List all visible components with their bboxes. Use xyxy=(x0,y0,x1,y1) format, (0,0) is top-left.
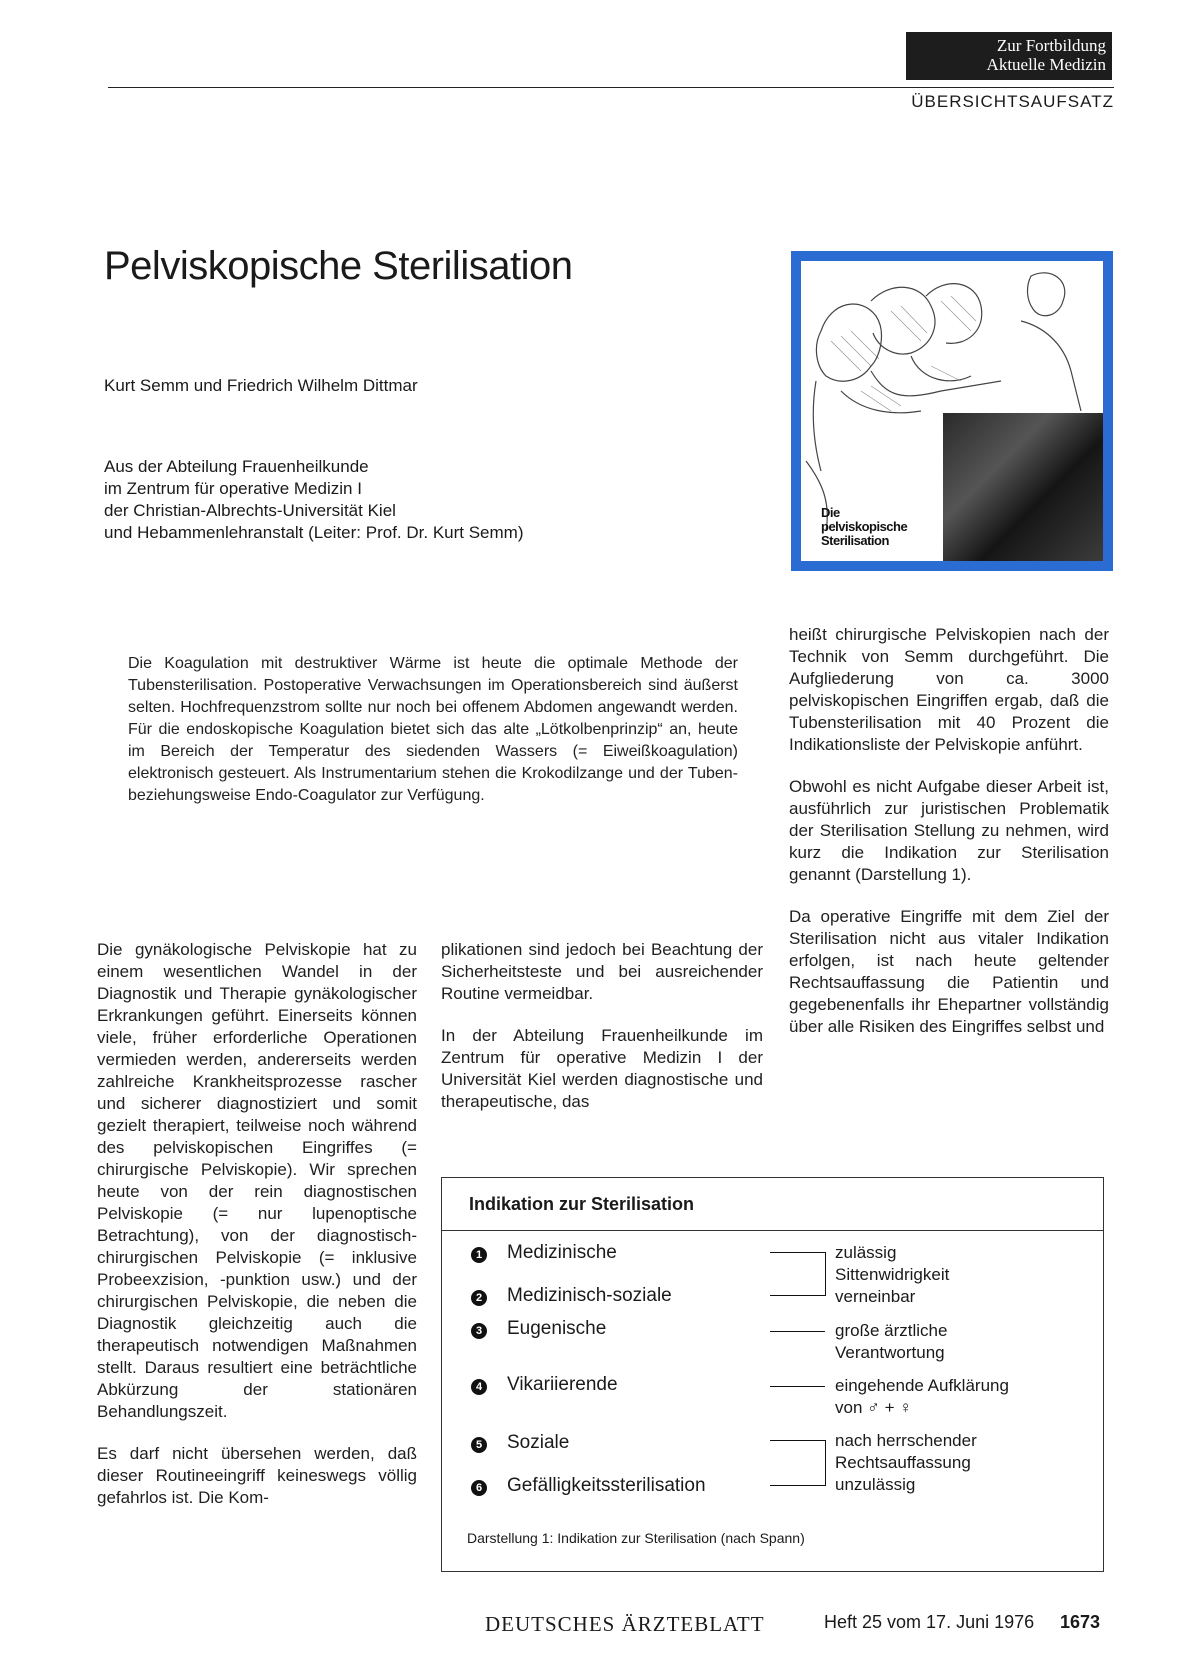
affiliation-line: und Hebammenlehranstalt (Leiter: Prof. Dr. Kurt Semm) xyxy=(104,523,524,542)
body-column-3 xyxy=(789,624,1109,1058)
connector-line xyxy=(770,1386,825,1387)
abstract: Die Koagulation mit destruktiver Wärme ist heute die optimale Methode der Tubensterilisation. Postoperative Verwachsungen im Operationsbereich sind äußerst selten. Hochfrequenzstrom sollte nur noch bei offenem Abdomen angewandt werden. Für die endoskopische Koagulation bietet sich das alte „Lötkolbenprinzip“ an, heute im Bereich der Temperatur des siedenden Wassers (= Eiweißkoagulation) elektronisch gesteuert. Als Instrumentarium stehen die Krokodilzange und der Tuben- beziehungsweise Endo-Coagulator zur Verfügung. xyxy=(128,655,738,804)
page-number: 1673 xyxy=(1060,1612,1101,1632)
section-label-2: Aktuelle Medizin xyxy=(986,55,1106,74)
issue-info: Heft 25 vom 17. Juni 1976 xyxy=(824,1612,1035,1632)
hero-illustration xyxy=(791,251,1113,571)
article-type-kicker: ÜBERSICHTSAUFSATZ xyxy=(911,92,1114,111)
outcome-text xyxy=(835,1242,949,1308)
figure-caption: Darstellung 1: Indikation zur Sterilisation (nach Spann) xyxy=(467,1530,805,1546)
number-badge: 3 xyxy=(471,1323,487,1339)
body-column-1 xyxy=(97,939,417,1529)
indication-item: Soziale xyxy=(507,1432,570,1453)
hero-caption-line: Die xyxy=(821,505,840,520)
outcome-line: von ♂ + ♀ xyxy=(835,1398,913,1417)
body-paragraph: heißt chirurgische Pelviskopien nach der Technik von Semm durchgeführt. Die Aufgliederung von ca. 3000 pelviskopischen Eingriffen ergab, daß die Tubensterilisation mit 40 Prozent die Indikationsliste der Pelviskopie anführt. xyxy=(789,625,1109,754)
body-paragraph: In der Abteilung Frauenheilkunde im Zentrum für operative Medizin I der Universität Kiel werden diagnostische und therapeutische, das xyxy=(441,1026,763,1111)
outcome-line: Sittenwidrigkeit xyxy=(835,1265,950,1284)
connector-line xyxy=(770,1331,825,1332)
outcome-line: verneinbar xyxy=(835,1287,916,1306)
indication-item: Gefälligkeitssterilisation xyxy=(507,1475,706,1496)
bracket-line xyxy=(770,1252,825,1253)
indication-item: Vikariierende xyxy=(507,1374,618,1395)
number-badge: 2 xyxy=(471,1290,487,1306)
article-title: Pelviskopische Sterilisation xyxy=(104,244,573,288)
section-badge xyxy=(906,32,1112,80)
outcome-line: zulässig xyxy=(835,1243,897,1262)
affiliation-line: der Christian-Albrechts-Universität Kiel xyxy=(104,501,396,520)
number-badge: 5 xyxy=(471,1437,487,1453)
bracket-line xyxy=(770,1485,825,1486)
outcome-line: Verantwortung xyxy=(835,1343,945,1362)
body-column-2 xyxy=(441,939,763,1133)
outcome-line: unzulässig xyxy=(835,1475,916,1494)
outcome-line: nach herrschender xyxy=(835,1431,977,1450)
number-badge: 6 xyxy=(471,1480,487,1496)
article-authors: Kurt Semm und Friedrich Wilhelm Dittmar xyxy=(104,376,418,395)
outcome-text xyxy=(835,1320,947,1364)
bracket-line xyxy=(825,1252,826,1296)
affiliation-line: Aus der Abteilung Frauenheilkunde xyxy=(104,457,369,476)
indication-item: Eugenische xyxy=(507,1318,607,1339)
number-badge: 4 xyxy=(471,1379,487,1395)
body-paragraph: plikationen sind jedoch bei Beachtung der Sicherheitsteste und bei ausreichender Routine vermeidbar. xyxy=(441,940,763,1003)
body-paragraph: Die gynäkologische Pelviskopie hat zu einem wesentlichen Wandel in der Diagnostik und Therapie gynäkologischer Erkrankungen geführt. Einerseits können viele, früher erforderliche Operationen vermieden werden, andererseits werden zahlreiche Krankheitsprozesse rascher und sicherer diagnostiziert und somit gezielt therapiert, teilweise noch während des pelviskopischen Eingriffes (= chirurgische Pelviskopie). Wir sprechen heute von der rein diagnostischen Pelviskopie (= nur lupenoptische Betrachtung), von der diagnostisch-chirurgischen Pelviskopie (= inklusive Probeexzision, -punktion usw.) und der chirurgischen Pelviskopie, die neben die Diagnostik gleichzeitig auch die therapeutisch notwendigen Maßnahmen stellt. Daraus resultiert eine beträchtliche Abkürzung der stationären Behandlungszeit. xyxy=(97,940,417,1421)
indication-item: Medizinische xyxy=(507,1242,617,1263)
hero-caption-line: Sterilisation xyxy=(821,533,889,548)
hero-caption-line: pelviskopische xyxy=(821,519,908,534)
endoscopy-photo xyxy=(943,413,1103,561)
body-paragraph: Da operative Eingriffe mit dem Ziel der Sterilisation nicht aus vitaler Indikation erfolgen, ist nach heute geltender Rechtsauffassung die Patientin und gegebenenfalls ihr Ehepartner vollständig über alle Risiken des Eingriffes selbst und xyxy=(789,907,1109,1036)
bracket-line xyxy=(825,1440,826,1486)
outcome-line: Rechtsauffassung xyxy=(835,1453,971,1472)
bracket-line xyxy=(770,1440,825,1441)
body-paragraph: Es darf nicht übersehen werden, daß dieser Routineeingriff keineswegs völlig gefahrlos ist. Die Kom- xyxy=(97,1444,417,1507)
header-rule xyxy=(108,87,1114,88)
outcome-line: große ärztliche xyxy=(835,1321,948,1340)
body-paragraph: Obwohl es nicht Aufgabe dieser Arbeit ist, ausführlich zur juristischen Problematik der Sterilisation Stellung zu nehmen, wird kurz die Indikation zur Sterilisation genannt (Darstellung 1). xyxy=(789,777,1109,884)
indication-item: Medizinisch-soziale xyxy=(507,1285,672,1306)
hero-caption xyxy=(821,506,951,548)
publication-name: DEUTSCHES ÄRZTEBLATT xyxy=(485,1612,765,1636)
affiliation-line: im Zentrum für operative Medizin I xyxy=(104,479,362,498)
indication-figure xyxy=(441,1177,1104,1572)
figure-title: Indikation zur Sterilisation xyxy=(469,1194,695,1214)
figure-header xyxy=(442,1178,1103,1231)
article-affiliation xyxy=(104,456,524,544)
outcome-text xyxy=(835,1430,977,1496)
outcome-line: eingehende Aufklärung xyxy=(835,1376,1009,1395)
section-label-1: Zur Fortbildung xyxy=(996,36,1106,55)
number-badge: 1 xyxy=(471,1247,487,1263)
bracket-line xyxy=(770,1295,825,1296)
outcome-text xyxy=(835,1375,1009,1419)
